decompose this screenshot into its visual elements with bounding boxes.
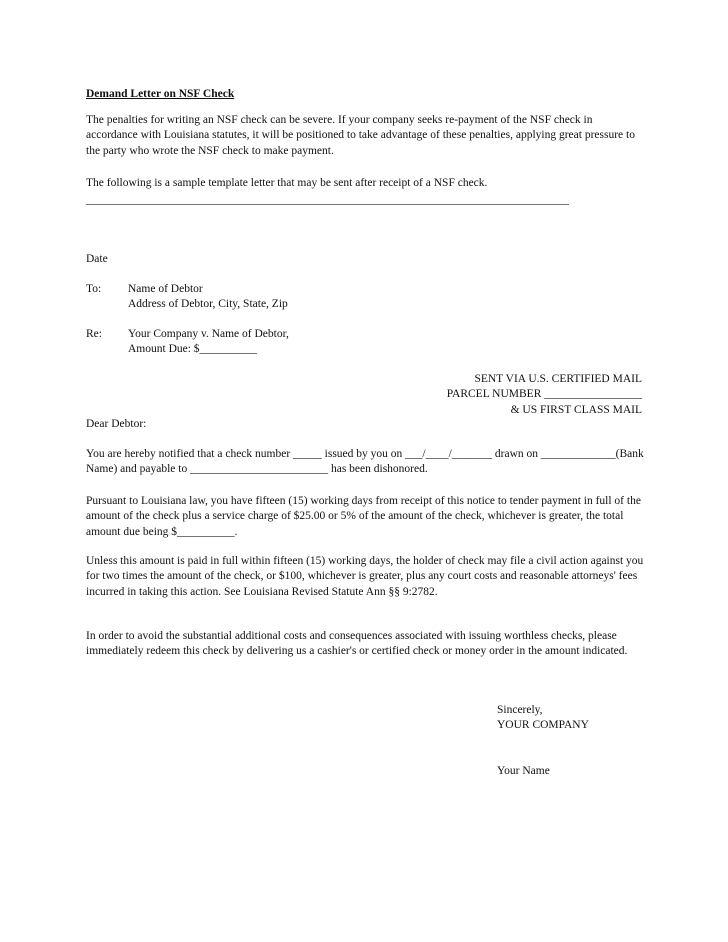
closing-sincerely: Sincerely, <box>497 704 543 716</box>
closing-company: YOUR COMPANY <box>497 719 589 732</box>
delivery-line-certified: SENT VIA U.S. CERTIFIED MAIL <box>474 373 642 385</box>
document-title: Demand Letter on NSF Check <box>86 88 235 100</box>
debtor-name: Name of Debtor <box>128 283 203 295</box>
delivery-line-parcel: PARCEL NUMBER _________________ <box>446 388 642 401</box>
closing-block <box>497 703 657 734</box>
sample-intro-paragraph: The following is a sample template letter that may be sent after receipt of a NSF check. <box>86 177 488 189</box>
unless-paragraph: Unless this amount is paid in full within fifteen (15) working days, the holder of check may file a civil action against you for two times the amount of the check, or $100, whichever is greater, plus any court costs and reasonable attorneys' fees incurred in taking this action. See Louisiana Revised Statute Ann §§ 9:2782. <box>86 555 644 598</box>
debtor-address: Address of Debtor, City, State, Zip <box>128 298 288 311</box>
delivery-method-block <box>322 372 642 418</box>
date-field: Date <box>86 253 108 265</box>
salutation: Dear Debtor: <box>86 418 147 430</box>
to-label: To: <box>86 283 102 295</box>
re-case: Your Company v. Name of Debtor, <box>128 328 289 340</box>
amount-due: Amount Due: $__________ <box>128 343 258 356</box>
avoid-costs-paragraph: In order to avoid the substantial additional costs and consequences associated with issuing worthless checks, please immediately redeem this check by delivering us a cashier's or certified check or money order in the amount indicated. <box>86 630 628 658</box>
pursuant-paragraph: Pursuant to Louisiana law, you have fifteen (15) working days from receipt of this notice to tender payment in full of the amount of the check plus a service charge of $25.00 or 5% of the amount of the check, whichever is greater, the total amount due being $__________. <box>86 495 641 538</box>
notice-paragraph: You are hereby notified that a check number _____ issued by you on ___/____/_______ drawn on _____________(Bank Name) and payable to ________________________ has been dishonored. <box>86 448 644 476</box>
to-recipient <box>128 282 628 313</box>
delivery-line-first-class: & US FIRST CLASS MAIL <box>510 403 642 416</box>
separator-line: ____________________________________________________________________________________ <box>86 194 569 206</box>
signature-name: Your Name <box>497 765 550 777</box>
intro-paragraph: The penalties for writing an NSF check can be severe. If your company seeks re-payment of the NSF check in accordance with Louisiana statutes, it will be positioned to take advantage of these penalties, applying great pressure to the party who wrote the NSF check to make payment. <box>86 114 635 157</box>
re-details <box>128 327 628 358</box>
re-label: Re: <box>86 328 102 340</box>
